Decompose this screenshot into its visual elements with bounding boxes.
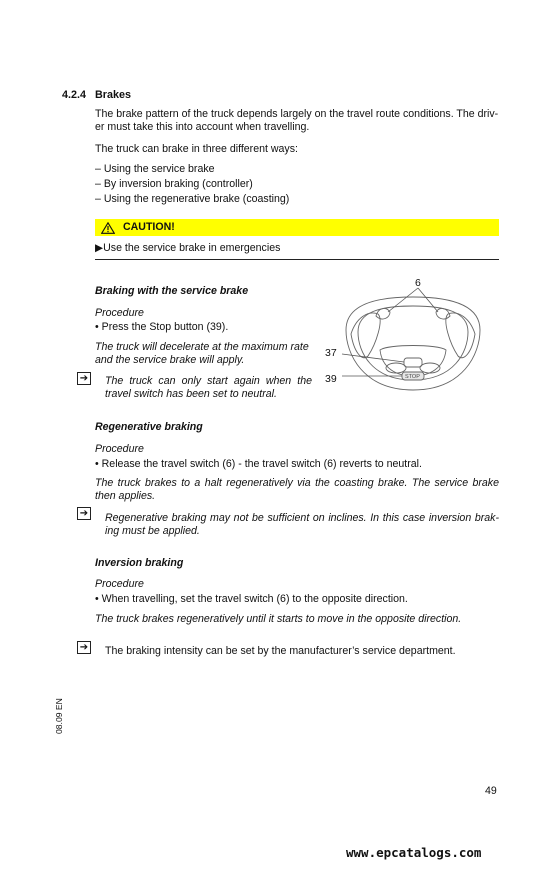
- result-text: The truck brakes to a halt regeneratively via the coasting brake. The service brake then applies.: [95, 477, 499, 502]
- procedure-label: Procedure: [95, 578, 144, 590]
- caution-label: CAUTION!: [123, 221, 175, 233]
- callout-37: 37: [325, 347, 337, 359]
- result-text: The truck brakes regeneratively until it starts to move in the opposite direction.: [95, 613, 462, 625]
- list-item: – By inversion braking (controller): [95, 178, 253, 190]
- intro-paragraph: The brake pattern of the truck depends largely on the travel route conditions. The driv-er must take this into account when travelling.: [95, 108, 499, 133]
- callout-6: 6: [415, 277, 421, 289]
- procedure-label: Procedure: [95, 443, 144, 455]
- list-item: – Using the service brake: [95, 163, 215, 175]
- list-item: – Using the regenerative brake (coasting): [95, 193, 290, 205]
- caution-instruction: ▶Use the service brake in emergencies: [95, 242, 281, 254]
- divider: [95, 259, 499, 260]
- note-text: The braking intensity can be set by the manufacturer’s service department.: [105, 645, 456, 657]
- note-arrow-icon: ➔: [77, 641, 91, 654]
- section-number: 4.2.4: [62, 89, 87, 101]
- note-text: The truck can only start again when the travel switch has been set to neutral.: [105, 375, 312, 400]
- control-head-figure: [318, 272, 508, 404]
- braking-ways-list: [95, 163, 499, 208]
- caution-bar: [95, 219, 499, 236]
- intro-ways-lead: The truck can brake in three different ways:: [95, 143, 298, 155]
- stop-button-label: STOP: [405, 374, 420, 380]
- note-arrow-icon: ➔: [77, 507, 91, 520]
- warning-triangle-icon: [101, 222, 115, 234]
- section-title: Brakes: [95, 89, 132, 101]
- regenerative-heading: Regenerative braking: [95, 421, 203, 433]
- inversion-heading: Inversion braking: [95, 557, 184, 569]
- procedure-step: • Press the Stop button (39).: [95, 321, 229, 333]
- procedure-step: • When travelling, set the travel switch (6) to the opposite direction.: [95, 593, 408, 605]
- procedure-step: • Release the travel switch (6) - the travel switch (6) reverts to neutral.: [95, 458, 422, 470]
- procedure-label: Procedure: [95, 307, 144, 319]
- page-number: 49: [485, 785, 497, 797]
- document-code: 08.09 EN: [54, 698, 64, 734]
- note-text: Regenerative braking may not be sufficient on inclines. In this case inversion brak-ing must be applied.: [105, 512, 499, 537]
- callout-39: 39: [325, 373, 337, 385]
- result-text: The truck will decelerate at the maximum rate and the service brake will apply.: [95, 341, 309, 366]
- website-url[interactable]: www.epcatalogs.com: [346, 845, 482, 860]
- note-arrow-icon: ➔: [77, 372, 91, 385]
- service-brake-heading: Braking with the service brake: [95, 285, 249, 297]
